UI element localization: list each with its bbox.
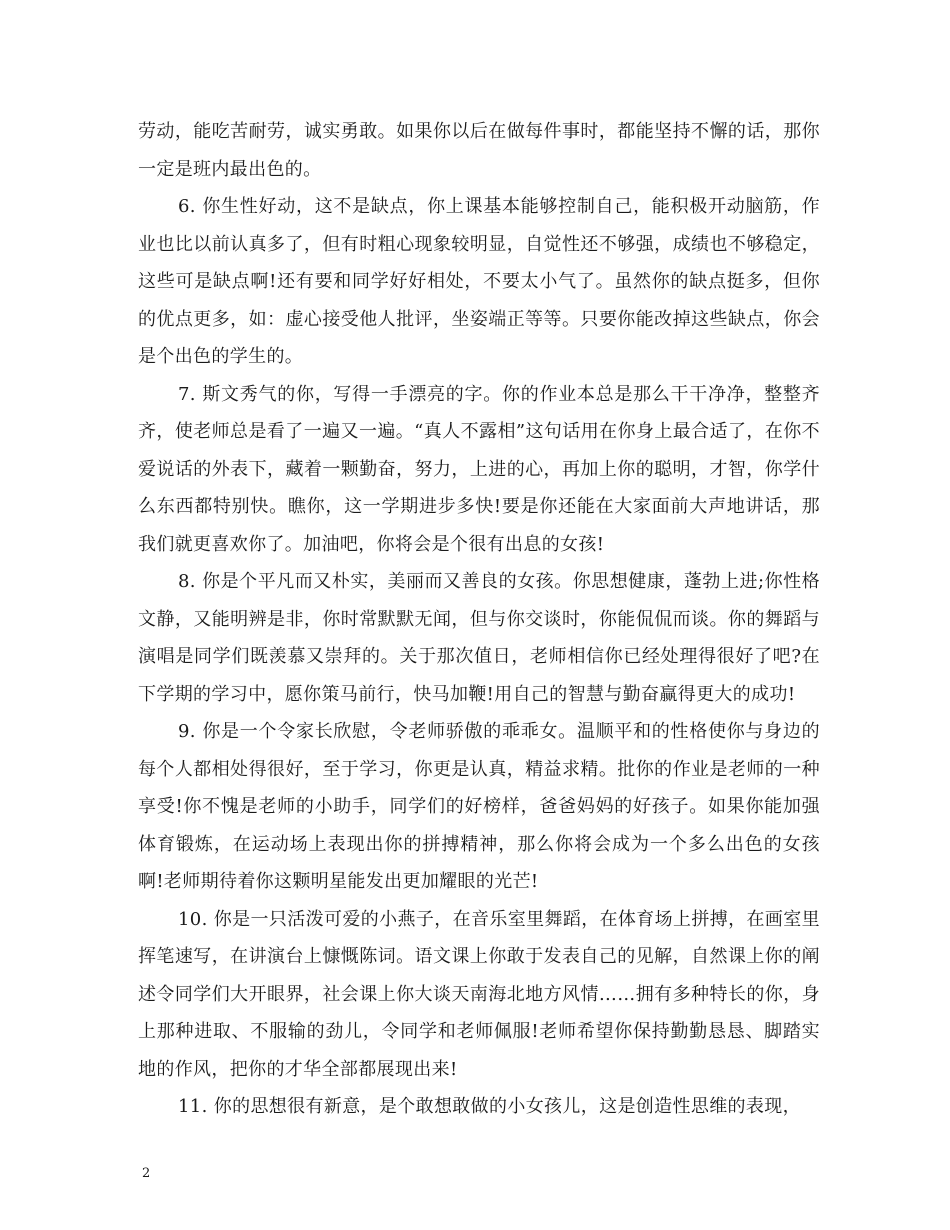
paragraph-continuation: 劳动，能吃苦耐劳，诚实勇敢。如果你以后在做每件事时，都能坚持不懈的话，那你一定是班内最出色的。 [138, 121, 820, 180]
paragraph-comment-8: 8. 你是个平凡而又朴实，美丽而又善良的女孩。你思想健康，蓬勃上进;你性格文静，又能明辨是非，你时常默默无闻，但与你交谈时，你能侃侃而谈。你的舞蹈与演唱是同学们既羡慕又崇拜的。关于那次值日，老师相信你已经处理得很好了吧?在下学期的学习中，愿你策马前行，快马加鞭!用自己的智慧与勤奋赢得更大的成功! [138, 571, 820, 705]
paragraph-comment-10: 10. 你是一只活泼可爱的小燕子，在音乐室里舞蹈，在体育场上拼搏，在画室里挥笔速写，在讲演台上慷慨陈词。语文课上你敢于发表自己的见解，自然课上你的阐述令同学们大开眼界，社会课上你大谈天南海北地方风情……拥有多种特长的你，身上那种进取、不服输的劲儿，令同学和老师佩服!老师希望你保持勤勤恳恳、脚踏实地的作风，把你的才华全部都展现出来! [138, 908, 820, 1080]
document-body [138, 113, 820, 1126]
paragraph-comment-6: 6. 你生性好动，这不是缺点，你上课基本能够控制自己，能积极开动脑筋，作业也比以前认真多了，但有时粗心现象较明显，自觉性还不够强，成绩也不够稳定，这些可是缺点啊!还有要和同学好好相处，不要太小气了。虽然你的缺点挺多，但你的优点更多，如：虚心接受他人批评，坐姿端正等等。只要你能改掉这些缺点，你会是个出色的学生的。 [138, 196, 820, 367]
page-number: 2 [142, 1166, 151, 1181]
paragraph-comment-7: 7. 斯文秀气的你，写得一手漂亮的字。你的作业本总是那么干干净净，整整齐齐，使老师总是看了一遍又一遍。“真人不露相”这句话用在你身上最合适了，在你不爱说话的外表下，藏着一颗勤奋，努力，上进的心，再加上你的聪明，才智，你学什么东西都特别快。瞧你，这一学期进步多快!要是你还能在大家面前大声地讲话，那我们就更喜欢你了。加油吧，你将会是个很有出息的女孩! [138, 383, 820, 555]
paragraph-comment-11: 11. 你的思想很有新意，是个敢想敢做的小女孩儿，这是创造性思维的表现， [178, 1096, 801, 1117]
paragraph-comment-9: 9. 你是一个令家长欣慰，令老师骄傲的乖乖女。温顺平和的性格使你与身边的每个人都相处得很好，至于学习，你更是认真，精益求精。批你的作业是老师的一种享受!你不愧是老师的小助手，同学们的好榜样，爸爸妈妈的好孩子。如果你能加强体育锻炼，在运动场上表现出你的拼搏精神，那么你将会成为一个多么出色的女孩啊!老师期待着你这颗明星能发出更加耀眼的光芒! [138, 721, 820, 892]
